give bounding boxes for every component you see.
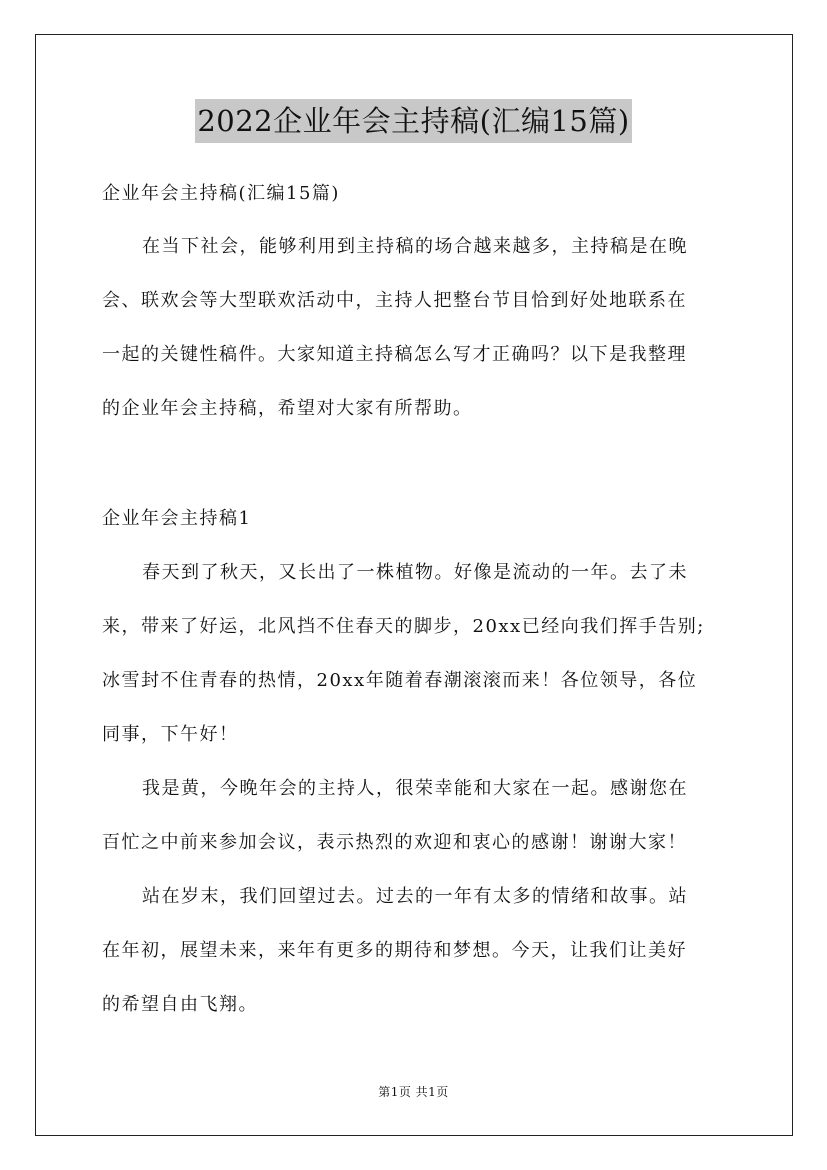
para3-line-1: 站在岁末，我们回望过去。过去的一年有太多的情绪和故事。站: [142, 886, 688, 907]
intro-line-1: 在当下社会，能够利用到主持稿的场合越来越多，主持稿是在晚: [142, 236, 688, 257]
para1-line-2: 来，带来了好运，北风挡不住春天的脚步，20xx已经向我们挥手告别;: [102, 616, 705, 637]
para1-line-3: 冰雪封不住青春的热情，20xx年随着春潮滚滚而来！各位领导，各位: [102, 670, 698, 691]
document-title: 2022企业年会主持稿(汇编15篇): [195, 99, 631, 143]
document-subtitle: 企业年会主持稿(汇编15篇): [102, 183, 340, 204]
para2-line-2: 百忙之中前来参加会议，表示热烈的欢迎和衷心的感谢！谢谢大家！: [102, 832, 687, 853]
para3-line-3: 的希望自由飞翔。: [102, 994, 258, 1015]
intro-line-3: 一起的关键性稿件。大家知道主持稿怎么写才正确吗？以下是我整理: [102, 344, 687, 365]
document-title-block: [0, 99, 827, 143]
intro-line-2: 会、联欢会等大型联欢活动中，主持人把整台节目恰到好处地联系在: [102, 290, 687, 311]
intro-line-4: 的企业年会主持稿，希望对大家有所帮助。: [102, 398, 473, 419]
para2-line-1: 我是黄，今晚年会的主持人，很荣幸能和大家在一起。感谢您在: [142, 778, 688, 799]
page-footer: 第1页 共1页: [378, 1085, 449, 1099]
section-heading: 企业年会主持稿1: [102, 508, 252, 529]
para3-line-2: 在年初，展望未来，来年有更多的期待和梦想。今天，让我们让美好: [102, 940, 687, 961]
para1-line-4: 同事，下午好！: [102, 724, 239, 745]
para1-line-1: 春天到了秋天，又长出了一株植物。好像是流动的一年。去了未: [142, 562, 688, 583]
